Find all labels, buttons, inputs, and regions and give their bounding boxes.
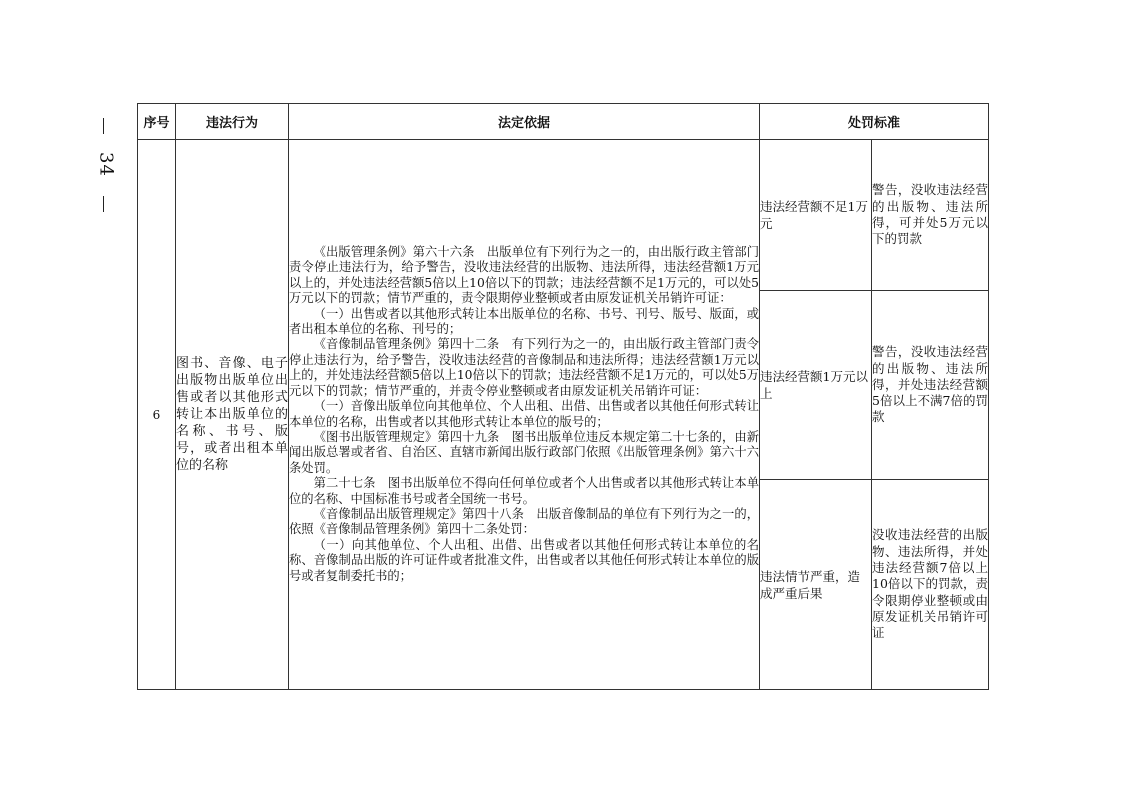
row-basis	[289, 140, 760, 690]
header-serial: 序号	[138, 104, 176, 140]
standard-amount-1: 违法经营额不足1万元	[760, 140, 872, 291]
page-number	[86, 110, 126, 220]
page-number-dash-top	[103, 118, 104, 134]
basis-paragraph: （一）音像出版单位向其他单位、个人出租、出借、出售或者以其他任何形式转让本单位的名称，出售或者以其他形式转让本单位的版号的；	[289, 399, 759, 429]
row-serial: 6	[138, 140, 176, 690]
standard-amount-3: 违法情节严重，造成严重后果	[760, 480, 872, 690]
basis-paragraph: 《音像制品管理条例》第四十二条 有下列行为之一的，由出版行政主管部门责令停止违法行为，给予警告，没收违法经营的音像制品和违法所得；违法经营额1万元以上的，并处违法经营额5倍以上10倍以下的罚款；违法经营额不足1万元的，可以处5万元以下的罚款；情节严重的，并责令停业整顿或者由原发证机关吊销许可证：	[289, 337, 759, 398]
table-row	[138, 140, 989, 291]
basis-paragraph: 第二十七条 图书出版单位不得向任何单位或者个人出售或者以其他形式转让本单位的名称、中国标准书号或者全国统一书号。	[289, 476, 759, 506]
row-behavior: 图书、音像、电子出版物出版单位出售或者以其他形式转让本出版单位的名称、书号、版号，或者出租本单位的名称	[176, 140, 289, 690]
basis-paragraph: （一）向其他单位、个人出租、出借、出售或者以其他任何形式转让本单位的名称、音像制品出版的许可证件或者批准文件，出售或者以其他任何形式转让本单位的版号或者复制委托书的；	[289, 537, 759, 583]
header-behavior: 违法行为	[176, 104, 289, 140]
basis-paragraph: （一）出售或者以其他形式转让本出版单位的名称、书号、刊号、版号、版面，或者出租本单位的名称、刊号的；	[289, 306, 759, 337]
page-number-text: 34	[95, 152, 117, 177]
penalty-table	[137, 103, 989, 690]
standard-penalty-1: 警告，没收违法经营的出版物、违法所得，可并处5万元以下的罚款	[872, 140, 989, 291]
header-standard: 处罚标准	[760, 104, 989, 140]
basis-paragraph: 《出版管理条例》第六十六条 出版单位有下列行为之一的，由出版行政主管部门责令停止违法行为，给予警告，没收违法经营的出版物、违法所得，违法经营额1万元以上的，并处违法经营额5倍以上10倍以下的罚款；违法经营额不足1万元的，可以处5万元以下的罚款；情节严重的，责令限期停业整顿或者由原发证机关吊销许可证：	[289, 245, 759, 306]
standard-amount-2: 违法经营额1万元以上	[760, 291, 872, 480]
header-row	[138, 104, 989, 140]
standard-penalty-3: 没收违法经营的出版物、违法所得，并处违法经营额7倍以上10倍以下的罚款，责令限期停业整顿或由原发证机关吊销许可证	[872, 480, 989, 690]
basis-paragraph: 《图书出版管理规定》第四十九条 图书出版单位违反本规定第二十七条的，由新闻出版总署或者省、自治区、直辖市新闻出版行政部门依照《出版管理条例》第六十六条处罚。	[289, 429, 759, 475]
header-basis: 法定依据	[289, 104, 760, 140]
basis-paragraph: 《音像制品出版管理规定》第四十八条 出版音像制品的单位有下列行为之一的，依照《音像制品管理条例》第四十二条处罚：	[289, 506, 759, 537]
standard-penalty-2: 警告，没收违法经营的出版物、违法所得，并处违法经营额5倍以上不满7倍的罚款	[872, 291, 989, 480]
page-number-dash-bottom	[103, 196, 104, 212]
